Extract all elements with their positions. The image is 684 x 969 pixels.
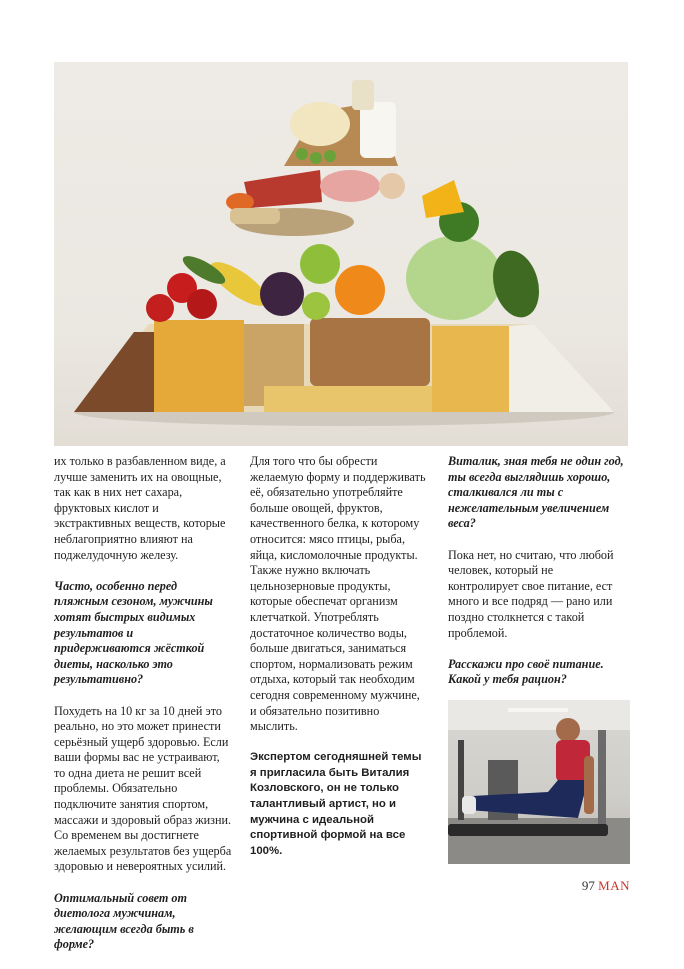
food-pyramid-image — [54, 62, 628, 446]
paragraph: их только в разбавленном виде, а лучше заменить их на овощные, так как в них нет сахара, фруктовых кислот и экстрактивных веществ, которые неблагоприятно влияют на поджелудочную железу. — [54, 454, 226, 562]
column-2 — [250, 454, 428, 875]
paragraph: Также нужно включать цельнозерновые продукты, которые обеспечат организм клетчаткой. Употреблять достаточное количество воды, больше двигаться, заниматься спортом, нормализовать режим отдыха, который так необходим сегодня современному мужчине, и обязательно позитивно мыслить. — [250, 563, 420, 734]
paragraph: Со временем вы достигнете желаемых результатов без ущерба здоровью и невероятных усилий. — [54, 828, 232, 874]
gym-exercise-icon — [448, 700, 630, 864]
paragraph: Пока нет, но считаю, что любой человек, который не контролирует свое питание, ест много и все подряд — рано или поздно столкнется с такой проблемой. — [448, 547, 614, 640]
question: Виталик, зная тебя не один год, ты всегда выглядишь хорошо, сталкивался ли ты с нежелательным увеличением веса? — [448, 454, 624, 531]
magazine-name: MAN — [598, 878, 630, 893]
page-footer — [582, 878, 630, 894]
question: Часто, особенно перед пляжным сезоном, мужчины хотят быстрых видимых результатов и придерживаются жёсткой диеты, насколько это результативно? — [54, 578, 213, 687]
expert-intro: Экспертом сегодняшней темы я пригласила быть Виталия Козловского, он не только талантливый артист, но и мужчина с идеальной спортивной формой на все 100%. — [250, 751, 422, 857]
food-pyramid-icon — [54, 62, 628, 446]
gym-photo — [448, 700, 630, 864]
paragraph: Для того что бы обрести желаемую форму и поддерживать её, обязательно употребляйте больше овощей, фруктов, качественного белка, к которому относится: мясо птицы, рыба, яйца, кисломолочные продукты. — [250, 454, 426, 562]
page-number: 97 — [581, 878, 595, 893]
question: Оптимальный совет от диетолога мужчинам, желающим всегда быть в форме? — [54, 890, 194, 952]
paragraph: Похудеть на 10 кг за 10 дней это реально, но это может принести серьёзный ущерб здоровью. Если ваши формы вас не устраивают, то одна диета не решит всей проблемы. Обязательно подключите занятия спортом, массажи и здоровый образ жизни. — [54, 703, 232, 827]
column-1 — [54, 454, 232, 969]
question: Расскажи про своё питание. Какой у тебя рацион? — [448, 656, 604, 687]
